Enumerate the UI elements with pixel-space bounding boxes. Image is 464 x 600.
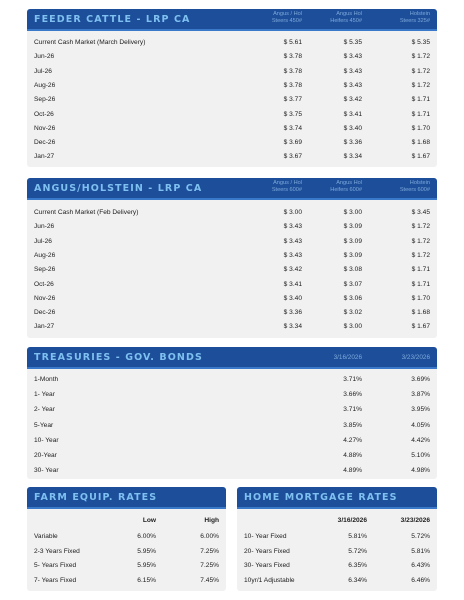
- row-value-1: $ 3.36: [283, 309, 302, 317]
- table-row: [27, 292, 437, 306]
- row-value-1: $ 3.43: [283, 251, 302, 259]
- angus-col2-header: Angus Hol Heifers 600#: [330, 180, 362, 193]
- row-value-1: $ 3.69: [283, 139, 302, 147]
- row-value-2: $ 3.09: [343, 223, 362, 231]
- mortgage-header: [237, 487, 437, 509]
- table-row: [27, 36, 437, 50]
- row-label: Jan-27: [34, 153, 55, 161]
- table-row: [27, 79, 437, 93]
- row-label: 1-Month: [34, 376, 59, 383]
- row-value-1: $ 5.61: [283, 39, 302, 46]
- angus-holstein-title: ANGUS/HOLSTEIN - LRP CA: [34, 183, 203, 194]
- row-label: Nov-26: [34, 294, 56, 302]
- row-value-2: $ 3.36: [343, 139, 362, 147]
- row-value-2: 7.25%: [200, 562, 219, 569]
- row-label: 30- Years Fixed: [244, 562, 290, 569]
- row-label: Oct-26: [34, 280, 54, 288]
- row-value-2: $ 3.40: [343, 124, 362, 132]
- row-value-1: $ 3.43: [283, 237, 302, 245]
- row-value-1: $ 3.43: [283, 223, 302, 231]
- row-label: Aug-26: [34, 81, 56, 89]
- row-label: 2- Year: [34, 406, 55, 414]
- row-value-1: 5.95%: [137, 562, 156, 569]
- table-row: [27, 434, 437, 448]
- table-row: [27, 108, 437, 122]
- table-row: [237, 559, 437, 573]
- feeder-col1-header: Angus / Hol Steers 450#: [271, 11, 302, 24]
- row-label: Sep-26: [34, 96, 56, 104]
- feeder-cattle-panel: [27, 9, 437, 167]
- row-label: Current Cash Market (March Delivery): [34, 39, 146, 46]
- table-row: [27, 249, 437, 263]
- row-value-2: $ 3.02: [343, 309, 362, 317]
- row-label: 1- Year: [34, 391, 55, 399]
- row-value-2: $ 3.34: [343, 153, 362, 161]
- row-value-3: $ 1.67: [411, 323, 430, 331]
- row-value-3: $ 1.68: [411, 309, 430, 317]
- row-label: 10- Year Fixed: [244, 533, 287, 540]
- row-value-1: $ 3.75: [283, 110, 302, 118]
- table-row: [237, 530, 437, 544]
- row-value-1: $ 3.78: [283, 53, 302, 61]
- row-value-1: 3.71%: [343, 406, 362, 414]
- row-value-3: $ 1.71: [411, 280, 430, 288]
- row-value-1: 4.27%: [343, 436, 362, 444]
- angus-holstein-header: [27, 178, 437, 200]
- row-value-2: 5.72%: [411, 533, 430, 540]
- row-value-1: 6.00%: [137, 533, 156, 540]
- row-value-1: $ 3.34: [283, 323, 302, 331]
- mortgage-col2-header: 3/23/2026: [400, 517, 430, 524]
- row-value-2: $ 3.42: [343, 96, 362, 104]
- treasuries-title: TREASURIES - GOV. BONDS: [34, 352, 203, 363]
- row-value-2: $ 3.09: [343, 237, 362, 245]
- row-value-1: 6.15%: [137, 576, 156, 584]
- row-value-3: $ 1.71: [411, 266, 430, 274]
- row-value-1: 4.88%: [343, 452, 362, 459]
- row-value-2: $ 3.00: [343, 209, 362, 216]
- table-row: [27, 150, 437, 164]
- row-value-2: 6.43%: [411, 562, 430, 569]
- row-value-3: $ 5.35: [411, 39, 430, 46]
- treasuries-header: [27, 347, 437, 369]
- farm-equip-header: [27, 487, 226, 509]
- row-value-1: $ 3.67: [283, 153, 302, 161]
- row-label: Jan-27: [34, 323, 55, 331]
- table-row: [27, 530, 226, 544]
- row-value-2: 5.81%: [411, 547, 430, 555]
- mortgage-panel: [237, 487, 437, 591]
- row-value-1: 3.85%: [343, 421, 362, 429]
- row-value-2: 7.45%: [200, 576, 219, 584]
- treasuries-col1-header: 3/16/2026: [333, 354, 362, 361]
- row-value-1: 3.71%: [343, 376, 362, 383]
- row-label: 5- Years Fixed: [34, 562, 77, 569]
- feeder-cattle-title: FEEDER CATTLE - LRP CA: [34, 14, 191, 25]
- table-row: [27, 388, 437, 402]
- row-value-1: 5.81%: [348, 533, 367, 540]
- row-value-2: 6.00%: [200, 533, 219, 540]
- row-value-2: $ 3.09: [343, 251, 362, 259]
- row-value-1: $ 3.00: [283, 209, 302, 216]
- row-label: Sep-26: [34, 266, 56, 274]
- row-label: 20- Years Fixed: [244, 547, 290, 555]
- table-row: [27, 320, 437, 334]
- row-value-2: 3.95%: [411, 406, 430, 414]
- farm-col1-header: Low: [142, 517, 156, 524]
- row-value-3: $ 1.72: [411, 53, 430, 61]
- row-value-3: $ 1.67: [411, 153, 430, 161]
- row-value-3: $ 1.72: [411, 237, 430, 245]
- table-row: [27, 574, 226, 588]
- row-value-3: $ 1.68: [411, 139, 430, 147]
- row-label: Oct-26: [34, 110, 54, 118]
- row-label: 10yr/1 Adjustable: [244, 576, 295, 584]
- angus-col3-header: Holstein Steers 600#: [399, 180, 430, 193]
- table-row: [27, 306, 437, 320]
- row-value-1: $ 3.74: [283, 124, 302, 132]
- row-value-2: $ 3.41: [343, 110, 362, 118]
- row-label: Current Cash Market (Feb Delivery): [34, 209, 139, 216]
- row-value-2: $ 3.06: [343, 294, 362, 302]
- table-row: [27, 545, 226, 559]
- row-value-2: $ 3.00: [343, 323, 362, 331]
- row-value-3: $ 1.72: [411, 67, 430, 75]
- table-row: [27, 122, 437, 136]
- row-value-3: $ 1.70: [411, 294, 430, 302]
- treasuries-col2-header: 3/23/2026: [401, 354, 430, 361]
- row-label: Variable: [34, 533, 58, 540]
- mortgage-title: HOME MORTGAGE RATES: [244, 492, 398, 503]
- row-label: Dec-26: [34, 309, 56, 317]
- table-row: [27, 220, 437, 234]
- row-label: Jun-26: [34, 53, 55, 61]
- row-label: 20-Year: [34, 452, 57, 459]
- row-value-1: $ 3.78: [283, 67, 302, 75]
- row-value-2: $ 3.43: [343, 53, 362, 61]
- row-value-2: $ 3.43: [343, 67, 362, 75]
- table-row: [27, 449, 437, 463]
- row-value-2: $ 5.35: [343, 39, 362, 46]
- row-value-2: $ 3.07: [343, 280, 362, 288]
- row-value-2: 3.87%: [411, 391, 430, 399]
- row-value-2: 4.98%: [411, 467, 430, 475]
- row-value-3: $ 1.72: [411, 251, 430, 259]
- row-label: Dec-26: [34, 139, 56, 147]
- row-value-1: $ 3.78: [283, 81, 302, 89]
- table-row: [237, 545, 437, 559]
- farm-equip-panel: [27, 487, 226, 591]
- mortgage-col1-header: 3/16/2026: [337, 517, 367, 524]
- feeder-cattle-header: [27, 9, 437, 31]
- row-value-3: $ 1.72: [411, 81, 430, 89]
- row-value-2: 6.46%: [411, 576, 430, 584]
- row-value-2: 7.25%: [200, 547, 219, 555]
- farm-equip-title: FARM EQUIP. RATES: [34, 492, 158, 503]
- treasuries-panel: [27, 347, 437, 479]
- row-label: 10- Year: [34, 436, 59, 444]
- angus-holstein-panel: [27, 178, 437, 338]
- row-value-3: $ 1.71: [411, 96, 430, 104]
- table-row: [27, 235, 437, 249]
- table-row: [27, 263, 437, 277]
- row-label: Aug-26: [34, 251, 56, 259]
- table-row: [237, 574, 437, 588]
- row-value-1: $ 3.77: [283, 96, 302, 104]
- table-row: [27, 559, 226, 573]
- table-row: [27, 403, 437, 417]
- row-value-1: $ 3.40: [283, 294, 302, 302]
- farm-col2-header: High: [204, 517, 219, 524]
- row-label: Jul-26: [34, 67, 52, 75]
- row-value-2: $ 3.43: [343, 81, 362, 89]
- table-row: [27, 50, 437, 64]
- row-value-2: 5.10%: [411, 452, 430, 459]
- row-value-3: $ 1.71: [411, 110, 430, 118]
- table-row: [27, 373, 437, 387]
- table-row: [27, 136, 437, 150]
- row-label: Jun-26: [34, 223, 55, 231]
- row-value-2: $ 3.08: [343, 266, 362, 274]
- table-row: [27, 464, 437, 478]
- row-value-2: 4.05%: [411, 421, 430, 429]
- row-value-1: 5.72%: [348, 547, 367, 555]
- row-value-2: 4.42%: [411, 436, 430, 444]
- row-value-1: 3.66%: [343, 391, 362, 399]
- feeder-col2-header: Angus Hol Heifers 450#: [330, 11, 362, 24]
- table-row: [27, 278, 437, 292]
- angus-col1-header: Angus / Hol Steers 600#: [271, 180, 302, 193]
- row-label: 30- Year: [34, 467, 59, 475]
- row-value-1: $ 3.42: [283, 266, 302, 274]
- row-label: 7- Years Fixed: [34, 576, 77, 584]
- row-label: Jul-26: [34, 237, 52, 245]
- row-value-3: $ 3.45: [411, 209, 430, 216]
- row-label: Nov-26: [34, 124, 56, 132]
- row-value-1: 5.95%: [137, 547, 156, 555]
- row-label: 5-Year: [34, 421, 54, 429]
- row-value-3: $ 1.72: [411, 223, 430, 231]
- row-value-1: $ 3.41: [283, 280, 302, 288]
- row-value-3: $ 1.70: [411, 124, 430, 132]
- row-value-1: 4.89%: [343, 467, 362, 475]
- table-row: [27, 93, 437, 107]
- table-row: [27, 419, 437, 433]
- feeder-col3-header: Holstein Steers 325#: [399, 11, 430, 24]
- table-row: [27, 65, 437, 79]
- row-value-1: 6.35%: [348, 562, 367, 569]
- row-value-2: 3.69%: [411, 376, 430, 383]
- row-label: 2-3 Years Fixed: [34, 547, 80, 555]
- table-row: [27, 206, 437, 220]
- row-value-1: 6.34%: [348, 576, 367, 584]
